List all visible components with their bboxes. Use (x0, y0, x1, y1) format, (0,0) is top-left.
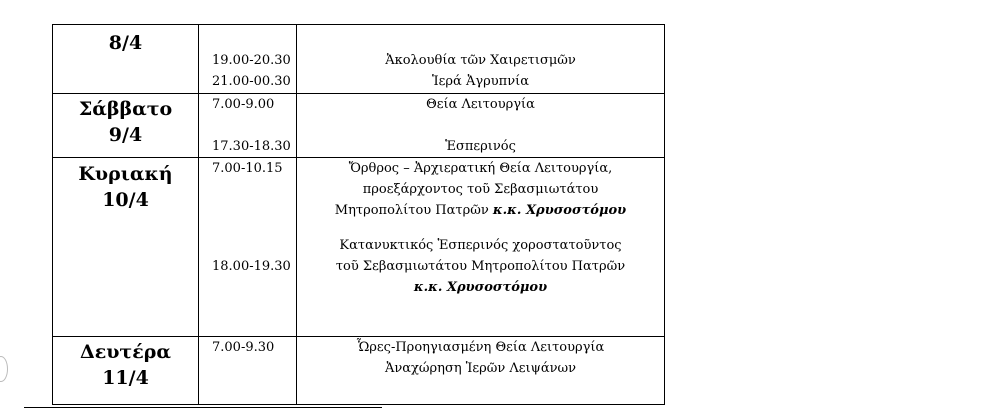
time-slot: 7.00-10.15 (212, 161, 283, 176)
day-name: Δευτέρα (79, 341, 172, 363)
event-text: Ἱερά Ἀγρυπνία (432, 74, 529, 89)
day-name: Σάββατο (78, 98, 173, 120)
event-text: Ὄρθρος – Ἀρχιερατική Θεία Λειτουργία, (348, 161, 613, 176)
event-text: Ἑσπερινός (445, 139, 516, 154)
times-cell (199, 337, 297, 405)
table-row (53, 94, 665, 158)
events-cell (297, 158, 665, 337)
bishop-name: κ.κ. Χρυσοστόμου (413, 280, 548, 295)
day-date: 11/4 (102, 367, 149, 389)
day-date: 8/4 (108, 32, 143, 54)
time-slot: 17.30-18.30 (212, 139, 291, 154)
day-cell (53, 337, 199, 405)
time-slot: 7.00-9.00 (212, 97, 275, 112)
table-row (53, 158, 665, 337)
day-date: 10/4 (102, 189, 149, 211)
time-slot: 19.00-20.30 (212, 53, 291, 68)
time-slot: 18.00-19.30 (212, 259, 291, 274)
event-text (297, 200, 664, 221)
times-cell (199, 25, 297, 94)
events-cell (297, 25, 665, 94)
events-cell (297, 94, 665, 158)
event-text: Θεία Λειτουργία (426, 97, 535, 112)
day-cell (53, 94, 199, 158)
bishop-name: κ.κ. Χρυσοστόμου (492, 203, 627, 218)
event-text: Ἀναχώρηση Ἱερῶν Λειψάνων (384, 361, 577, 376)
times-cell (199, 94, 297, 158)
day-cell (53, 158, 199, 337)
event-text-part: Μητροπολίτου Πατρῶν (334, 203, 489, 218)
time-slot: 7.00-9.30 (212, 340, 275, 355)
event-text: Ὧρες-Προηγιασμένη Θεία Λειτουργία (356, 340, 605, 355)
times-cell (199, 158, 297, 337)
table-row (53, 25, 665, 94)
table-row (53, 337, 665, 405)
event-text: Κατανυκτικός Ἑσπερινός χοροστατοῦντος (339, 238, 622, 253)
events-cell (297, 337, 665, 405)
page-edge-mark (0, 356, 8, 382)
time-slot: 21.00-00.30 (212, 74, 291, 89)
schedule-table (52, 24, 665, 405)
event-text: Ἀκολουθία τῶν Χαιρετισμῶν (385, 53, 576, 68)
footnote-separator (24, 407, 382, 408)
day-date: 9/4 (108, 124, 143, 146)
event-text: προεξάρχοντος τοῦ Σεβασμιωτάτου (362, 182, 599, 197)
event-text: τοῦ Σεβασμιωτάτου Μητροπολίτου Πατρῶν (335, 259, 626, 274)
day-cell (53, 25, 199, 94)
day-name: Κυριακή (78, 163, 173, 185)
